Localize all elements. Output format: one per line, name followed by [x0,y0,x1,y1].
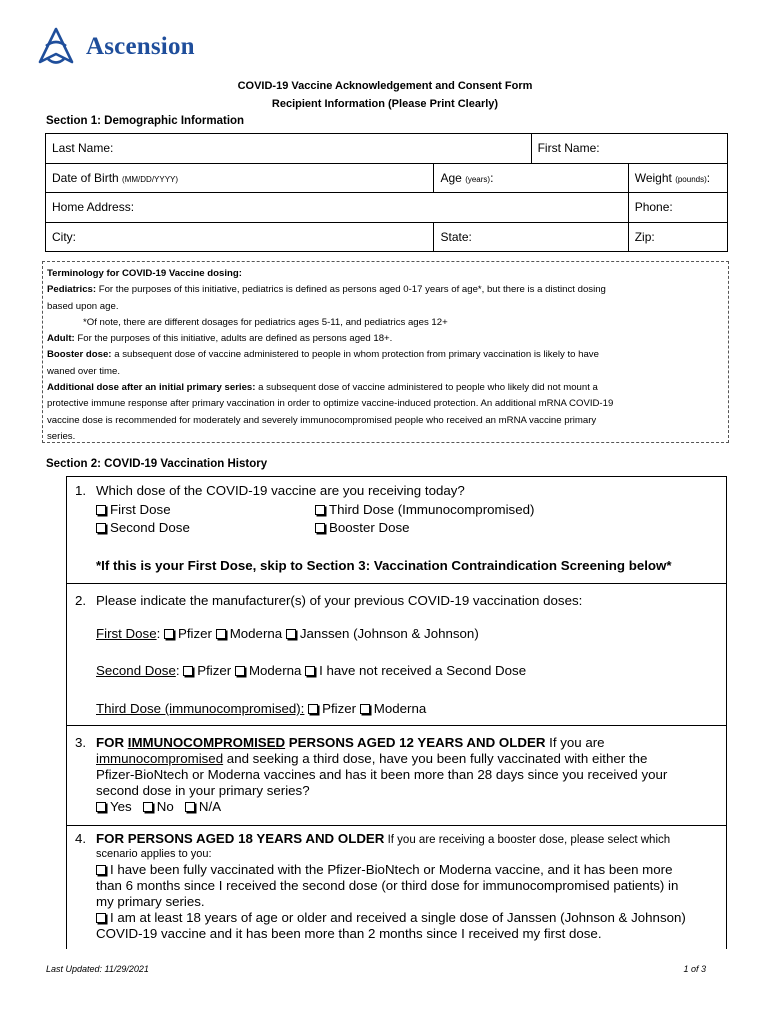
checkbox[interactable] [96,505,106,515]
demographic-table [45,133,728,252]
home-address-field[interactable]: Home Address: [46,193,629,223]
weight-field[interactable]: Weight (pounds): [628,163,727,193]
checkbox[interactable] [235,666,245,676]
q2-first-moderna[interactable]: Moderna [216,626,282,641]
q3-no-option[interactable]: No [143,799,174,814]
q4-option-1[interactable]: I have been fully vaccinated with the Pfizer-BioNtech or Moderna vaccine, and it has been more [96,862,672,877]
checkbox[interactable] [185,802,195,812]
last-name-field[interactable]: Last Name: [46,134,532,164]
dob-field[interactable]: Date of Birth (MM/DD/YYYY) [46,163,434,193]
section1-title: Section 1: Demographic Information [46,115,245,127]
form-subtitle: Recipient Information (Please Print Clearly) [271,98,499,110]
question-2: 2. Please indicate the manufacturer(s) of your previous COVID-19 vaccination doses: First Dose: Pfizer Moderna Janssen (Johnson & Johnson) Second Dose: Pfizer Moderna I have not received a Second Dose Third Dose (immunocompromised): Pfizer Moderna [66,583,727,725]
last-updated: Last Updated: 11/29/2021 [46,964,149,974]
q3-na-option[interactable]: N/A [185,799,221,814]
q2-first-janssen[interactable]: Janssen (Johnson & Johnson) [286,626,479,641]
checkbox[interactable] [143,802,153,812]
checkbox[interactable] [315,505,325,515]
q1-skip-note: *If this is your First Dose, skip to Section 3: Vaccination Contraindication Screening below* [96,558,672,573]
q1-third-dose-option[interactable]: Third Dose (Immunocompromised) [315,502,534,517]
form-title: COVID-19 Vaccine Acknowledgement and Consent Form [237,80,533,92]
checkbox[interactable] [96,913,106,923]
q3-options [96,799,221,814]
q2-first-dose-row: First Dose: Pfizer Moderna Janssen (Johnson & Johnson) [96,626,479,641]
ascension-logo [34,26,195,68]
city-field[interactable]: City: [46,222,434,252]
question-3: 3. FOR IMMUNOCOMPROMISED PERSONS AGED 12 YEARS AND OLDER If you are immunocompromised and seeking a third dose, have you been fully vaccinated with either the Pfizer-BioNtech or Moderna vaccines and has it been more than 28 days since you received your second dose in your primary series? Yes No N/A [66,725,727,825]
checkbox[interactable] [305,666,315,676]
section2-title: Section 2: COVID-19 Vaccination History [46,458,268,470]
q2-first-pfizer[interactable]: Pfizer [164,626,212,641]
brand-name: Ascension [86,33,195,60]
state-field[interactable]: State: [434,222,628,252]
q1-second-dose-option[interactable]: Second Dose [96,520,190,535]
q2-third-dose-row: Third Dose (immunocompromised): Pfizer Moderna [96,701,427,716]
checkbox[interactable] [308,704,318,714]
q2-second-dose-row: Second Dose: Pfizer Moderna I have not received a Second Dose [96,663,527,678]
checkbox[interactable] [216,629,226,639]
first-name-field[interactable]: First Name: [531,134,727,164]
checkbox[interactable] [360,704,370,714]
terminology-box: Terminology for COVID-19 Vaccine dosing: Pediatrics: For the purposes of this initiative, pediatrics is defined as persons aged 0-17 years of age*, but there is a distinct dosing based upon age. *Of note, there are different dosages for pediatrics ages 5-11, and pediatrics ages 12+ Adult: For the purposes of this initiative, adults are defined as persons aged 18+. Booster dose: a subsequent dose of vaccine administered to people in whom protection from primary vaccination is likely to have waned over time. Additional dose after an initial primary series: a subsequent dose of vaccine administered to people who likely did not mount a protective immune response after primary vaccination in order to optimize vaccine-induced protection. An additional mRNA COVID-19 vaccine dose is recommended for moderately and severely immunocompromised people who received an mRNA vaccine primary series. [42,261,729,443]
q3-yes-option[interactable]: Yes [96,799,132,814]
question-4: 4. FOR PERSONS AGED 18 YEARS AND OLDER If you are receiving a booster dose, please select which scenario applies to you: I have been fully vaccinated with the Pfizer-BioNtech or Moderna vaccine, and it has been more than 6 months since I received the second dose (or third dose for immunocompromised patients) in my primary series. I am at least 18 years of age or older and received a single dose of Janssen (Johnson & Johnson) COVID-19 vaccine and it has been more than 2 months since I received my first dose. [66,825,727,949]
checkbox[interactable] [286,629,296,639]
q1-first-dose-option[interactable]: First Dose [96,502,171,517]
question-1: 1. Which dose of the COVID-19 vaccine are you receiving today? First Dose Second Dose Third Dose (Immunocompromised) Booster Dose *If this is your First Dose, skip to Section 3: Vaccination Contraindication Screening below* [75,483,672,573]
checkbox[interactable] [164,629,174,639]
q2-second-pfizer[interactable]: Pfizer [183,663,231,678]
q4-option-2[interactable]: I am at least 18 years of age or older and received a single dose of Janssen (Johnson & Johnson) [96,910,686,925]
q2-second-moderna[interactable]: Moderna [235,663,301,678]
checkbox[interactable] [96,802,106,812]
page-number: 1 of 3 [683,964,706,974]
q1-booster-dose-option[interactable]: Booster Dose [315,520,410,535]
checkbox[interactable] [183,666,193,676]
ascension-cross-icon [34,26,78,68]
phone-field[interactable]: Phone: [628,193,727,223]
q2-second-not-received[interactable]: I have not received a Second Dose [305,663,526,678]
q2-third-pfizer[interactable]: Pfizer [308,701,356,716]
checkbox[interactable] [96,523,106,533]
age-field[interactable]: Age (years): [434,163,628,193]
zip-field[interactable]: Zip: [628,222,727,252]
checkbox[interactable] [315,523,325,533]
checkbox[interactable] [96,865,106,875]
q2-third-moderna[interactable]: Moderna [360,701,426,716]
